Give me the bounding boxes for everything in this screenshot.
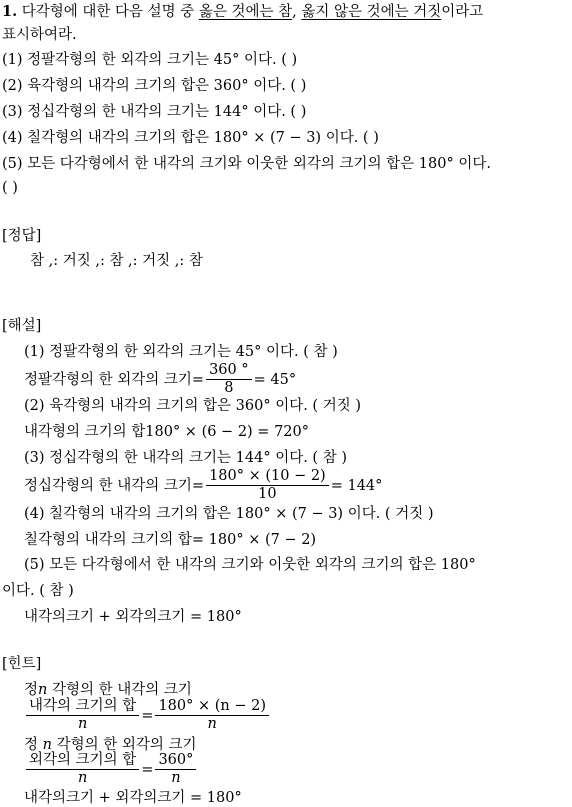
explanation-line-2-post: = 45°: [253, 371, 297, 388]
fraction-denominator: 10: [258, 486, 277, 503]
explanation-line-6-post: = 144°: [330, 477, 383, 494]
fraction-denominator-var: n: [207, 716, 217, 733]
explanation-line-9: (5) 모든 다각형에서 한 내각의 크기와 이웃한 외각의 크기의 합은 180°: [24, 557, 476, 573]
hint-line-4: [24, 752, 198, 788]
question-intro-comma: ,: [292, 4, 302, 20]
hint-line-1: [24, 682, 192, 699]
hint-line-2-eq: =: [141, 707, 154, 724]
question-item-1: (1) 정팔각형의 한 외각의 크기는 45° 이다. ( ): [2, 52, 298, 68]
explanation-line-3: (2) 육각형의 내각의 크기의 합은 360° 이다. ( 거짓 ): [24, 398, 361, 414]
question-intro-underline-1: 옳은 것에는 참: [198, 4, 293, 20]
explanation-line-6-pre: 정십각형의 한 내각의 크기=: [24, 477, 205, 494]
fraction-denominator: [26, 716, 139, 733]
fraction-denominator-var: n: [77, 716, 88, 733]
fraction-numerator: 180° × (10 − 2): [206, 468, 329, 486]
fraction-interior-formula: [155, 698, 269, 734]
hint-label: [힌트]: [2, 656, 42, 672]
explanation-line-6: [24, 468, 382, 504]
fraction-denominator: 8: [224, 380, 234, 397]
fraction-interior-angle: [206, 468, 329, 504]
answer-label: [정답]: [2, 228, 42, 244]
explanation-label: [해설]: [2, 318, 42, 334]
hint-line-3-var: n: [42, 737, 52, 753]
fraction-exterior-formula: [155, 752, 196, 788]
fraction-interior-sum: [26, 698, 139, 734]
explanation-line-8: 칠각형의 내각의 크기의 합= 180° × (7 − 2): [24, 532, 317, 548]
fraction-denominator-var: n: [171, 770, 181, 787]
hint-line-3-post: 각형의 한 외각의 크기: [51, 737, 197, 753]
fraction-numerator: 내각의 크기의 합: [26, 698, 139, 716]
explanation-line-2-pre: 정팔각형의 한 외각의 크기=: [24, 371, 205, 388]
hint-line-2: [24, 698, 271, 734]
explanation-line-4: 내각형의 크기의 합180° × (6 − 2) = 720°: [24, 424, 309, 440]
fraction-numerator: 180° × (n − 2): [155, 698, 269, 716]
explanation-line-2: [24, 362, 296, 398]
fraction-360-over-8: [206, 362, 252, 398]
fraction-denominator: [155, 716, 269, 733]
hint-line-1-pre: 정: [24, 682, 39, 698]
question-item-2: (2) 육각형의 내각의 크기의 합은 360° 이다. ( ): [2, 78, 307, 94]
answer-text: 참 ,: 거짓 ,: 참 ,: 거짓 ,: 참: [30, 253, 203, 269]
fraction-denominator-var: n: [77, 770, 88, 787]
fraction-exterior-sum: [26, 752, 139, 788]
fraction-numerator: 360°: [155, 752, 196, 770]
question-item-5-blank: ( ): [2, 180, 18, 196]
hint-line-1-post: 각형의 한 내각의 크기: [47, 682, 192, 698]
explanation-line-11: 내각의크기 + 외각의크기 = 180°: [24, 609, 242, 625]
question-intro-b: 이라고: [441, 4, 484, 20]
question-item-5: (5) 모든 다각형에서 한 내각의 크기와 이웃한 외각의 크기의 합은 180° 이다.: [2, 156, 491, 172]
hint-line-3-pre: 정: [24, 737, 43, 753]
explanation-line-10: 이다. ( 참 ): [2, 583, 74, 599]
question-item-4: (4) 칠각형의 내각의 크기의 합은 180° × (7 − 3) 이다. ( ): [2, 130, 379, 146]
question-number: 1.: [2, 3, 18, 20]
hint-line-4-eq: =: [141, 761, 154, 778]
hint-line-5: 내각의크기 + 외각의크기 = 180°: [24, 790, 242, 806]
explanation-line-5: (3) 정십각형의 한 내각의 크기는 144° 이다. ( 참 ): [24, 450, 347, 466]
explanation-line-7: (4) 칠각형의 내각의 크기의 합은 180° × (7 − 3) 이다. ( 거짓 ): [24, 506, 434, 522]
question-line-2: 표시하여라.: [2, 27, 77, 43]
question-intro-a: 다각형에 대한 다음 설명 중: [21, 4, 199, 20]
hint-line-1-var: n: [38, 682, 48, 698]
fraction-denominator: [155, 770, 196, 787]
question-item-3: (3) 정십각형의 한 내각의 크기는 144° 이다. ( ): [2, 104, 307, 120]
explanation-line-1: (1) 정팔각형의 한 외각의 크기는 45° 이다. ( 참 ): [24, 344, 338, 360]
fraction-numerator: 외각의 크기의 합: [26, 752, 139, 770]
question-line-1: [2, 4, 483, 21]
question-intro-underline-2: 옳지 않은 것에는 거짓: [301, 4, 442, 20]
fraction-denominator: [26, 770, 139, 787]
fraction-numerator: 360 °: [206, 362, 252, 380]
